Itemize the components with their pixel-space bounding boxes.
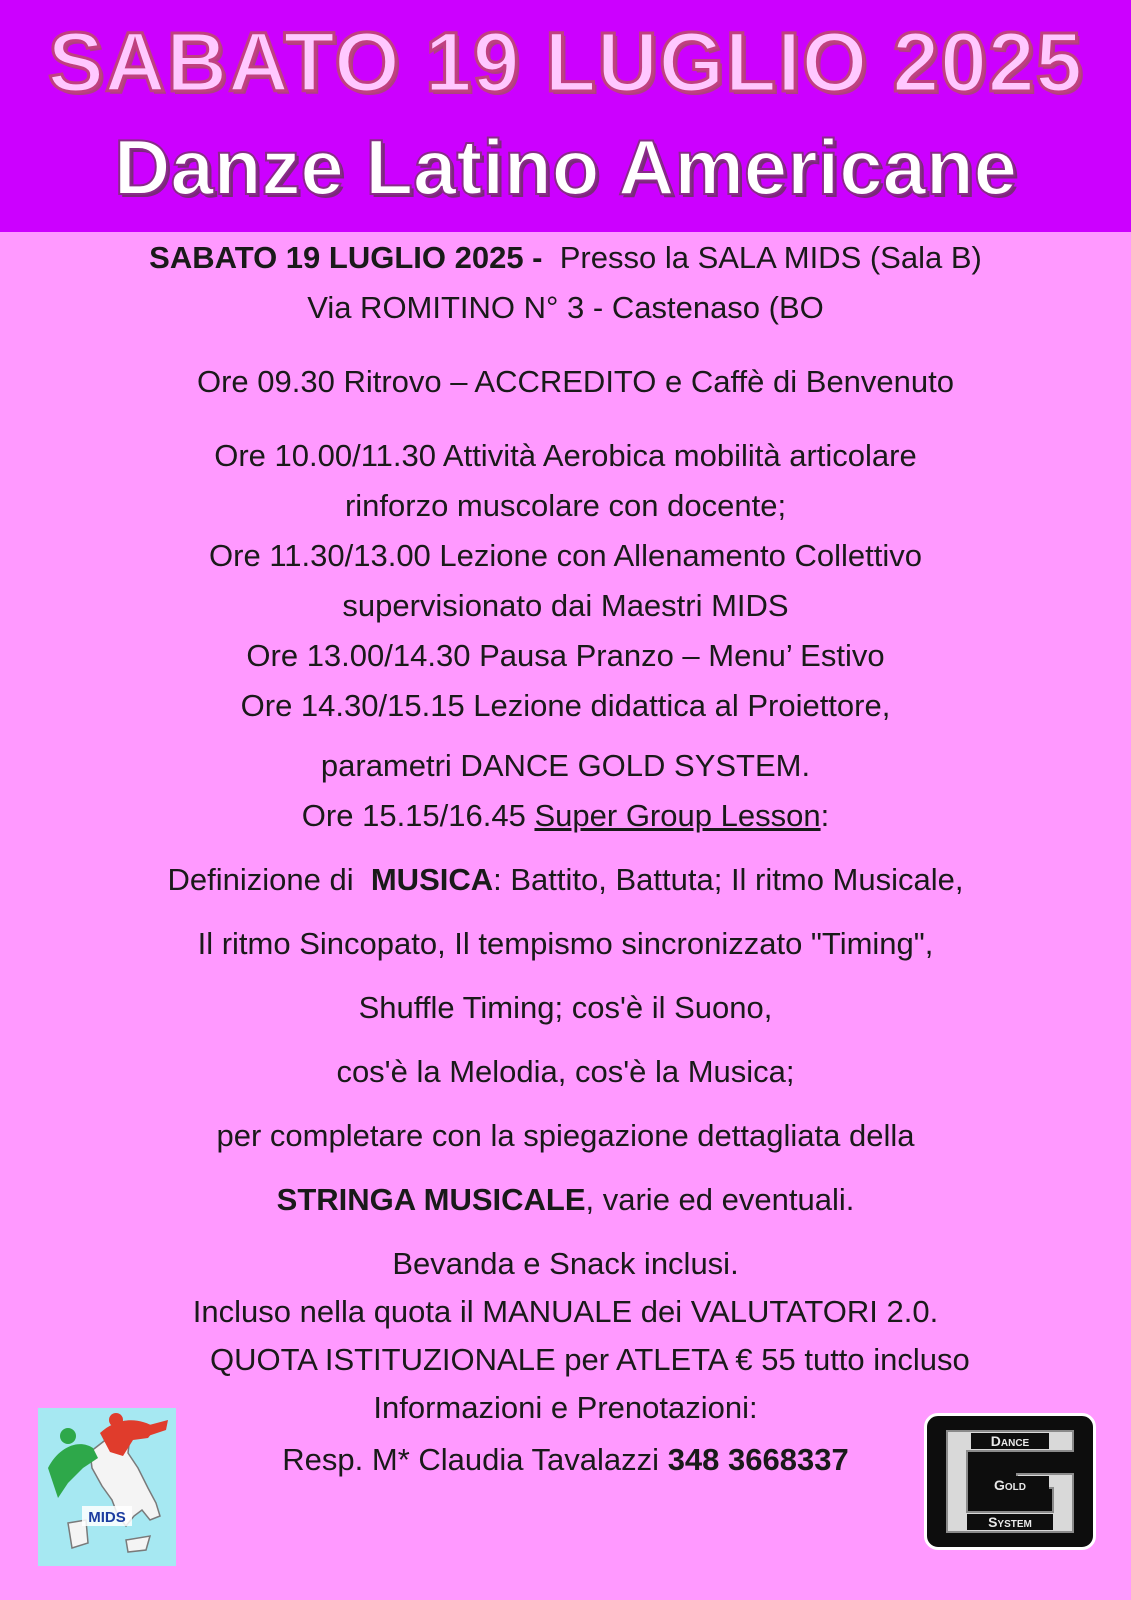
super-group-colon: :: [820, 798, 830, 833]
dance-gold-system-logo: [924, 1413, 1096, 1550]
schedule-line: rinforzo muscolare con docente;: [344, 488, 787, 523]
price-line: QUOTA ISTITUZIONALE per ATLETA € 55 tutto incluso: [210, 1342, 970, 1377]
program-prefix: Definizione di: [167, 862, 354, 897]
venue-address: Via ROMITINO N° 3 - Castenaso (BO: [307, 290, 824, 325]
venue-place: Presso la SALA MIDS (Sala B): [559, 240, 982, 275]
program-line: per completare con la spiegazione dettagliata della: [216, 1118, 915, 1153]
program-stringa-suffix: , varie ed eventuali.: [585, 1182, 855, 1217]
header-date: SABATO 19 LUGLIO 2025: [47, 15, 1084, 109]
schedule-line: supervisionato dai Maestri MIDS: [342, 588, 789, 623]
contact-phone: 348 3668337: [667, 1442, 849, 1477]
program-line: Il ritmo Sincopato, Il tempismo sincronizzato "Timing",: [197, 926, 934, 961]
schedule-line: Ore 11.30/13.00 Lezione con Allenamento Collettivo: [209, 538, 922, 573]
schedule-line: parametri DANCE GOLD SYSTEM.: [320, 748, 811, 783]
dgs-line2: Gold: [994, 1477, 1026, 1493]
header-banner: [0, 0, 1131, 232]
program-line: [0, 1180, 1131, 1220]
extras-line: Incluso nella quota il MANUALE dei VALUTATORI 2.0.: [192, 1294, 939, 1329]
super-group-lesson-title: Super Group Lesson: [534, 798, 821, 833]
mids-logo-text: MIDS: [88, 1509, 126, 1526]
program-line: Shuffle Timing; cos'è il Suono,: [358, 990, 773, 1025]
program-musica: MUSICA: [370, 862, 494, 897]
dance-gold-system-graphic: [927, 1416, 1093, 1547]
venue-date: SABATO 19 LUGLIO 2025 -: [149, 240, 543, 275]
mids-logo: [38, 1408, 176, 1566]
dgs-line3: System: [988, 1514, 1032, 1530]
contact-person: Resp. M* Claudia Tavalazzi: [282, 1442, 660, 1477]
dgs-line1: Dance: [990, 1433, 1030, 1449]
mids-logo-graphic: [38, 1408, 176, 1566]
schedule-line: Ore 14.30/15.15 Lezione didattica al Proiettore,: [240, 688, 891, 723]
schedule-line: Ore 10.00/11.30 Attività Aerobica mobilità articolare: [214, 438, 917, 473]
schedule-line: Ore 13.00/14.30 Pausa Pranzo – Menu’ Estivo: [246, 638, 885, 673]
program-line: [0, 860, 1131, 900]
extras-line: Bevanda e Snack inclusi.: [392, 1246, 739, 1281]
program-stringa: STRINGA MUSICALE: [276, 1182, 586, 1217]
super-group-time: Ore 15.15/16.45: [301, 798, 526, 833]
program-suffix: : Battito, Battuta; Il ritmo Musicale,: [493, 862, 964, 897]
header-subtitle: Danze Latino Americane: [113, 123, 1018, 211]
schedule-line-super-group: [0, 796, 1131, 836]
program-line: cos'è la Melodia, cos'è la Musica;: [336, 1054, 795, 1089]
schedule-line: Ore 09.30 Ritrovo – ACCREDITO e Caffè di Benvenuto: [196, 364, 955, 399]
contact-label: Informazioni e Prenotazioni:: [373, 1390, 758, 1425]
venue-line: [0, 238, 1131, 278]
